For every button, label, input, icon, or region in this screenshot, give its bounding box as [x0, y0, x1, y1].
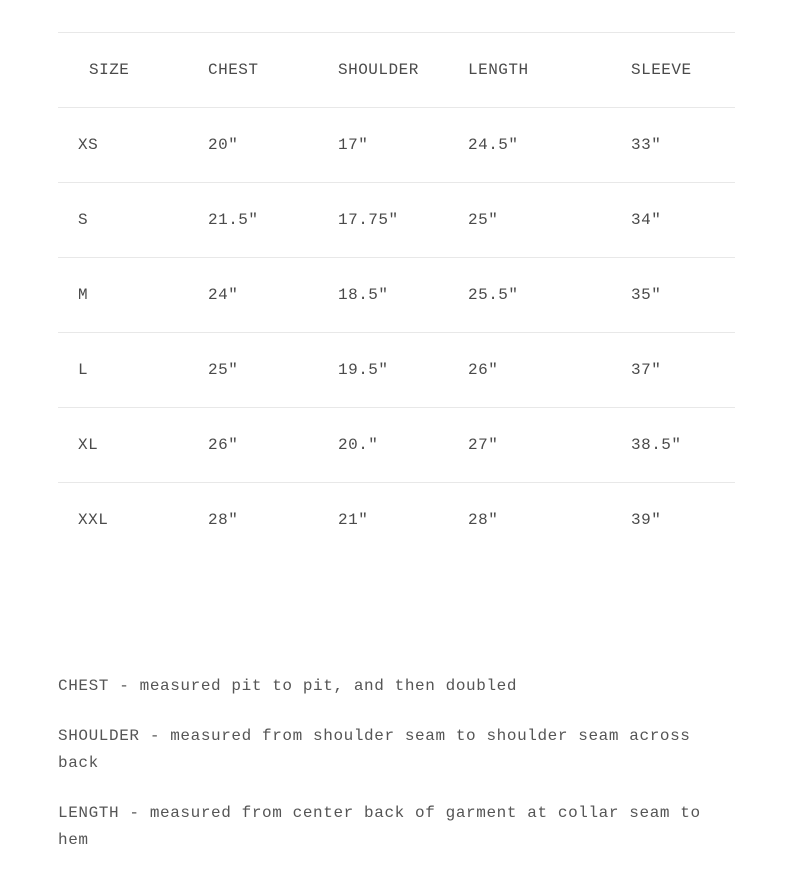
length-cell: 26"	[468, 361, 499, 379]
header-size: SIZE	[89, 61, 130, 79]
sleeve-cell: 35"	[631, 286, 662, 304]
table-row	[58, 258, 735, 333]
header-length: LENGTH	[468, 61, 529, 79]
length-cell: 27"	[468, 436, 499, 454]
length-cell: 24.5"	[468, 136, 519, 154]
sleeve-cell: 34"	[631, 211, 662, 229]
sleeve-cell: 39"	[631, 511, 662, 529]
size-cell: XS	[78, 136, 99, 154]
table-row	[58, 483, 735, 557]
chest-cell: 20"	[208, 136, 239, 154]
size-cell: XL	[78, 436, 99, 454]
sleeve-cell: 37"	[631, 361, 662, 379]
table-header-row	[58, 33, 735, 108]
sleeve-cell: 38.5"	[631, 436, 682, 454]
table-row	[58, 408, 735, 483]
shoulder-cell: 17"	[338, 136, 369, 154]
shoulder-cell: 20."	[338, 436, 379, 454]
chest-cell: 24"	[208, 286, 239, 304]
header-sleeve: SLEEVE	[631, 61, 692, 79]
table-row	[58, 183, 735, 258]
length-cell: 25.5"	[468, 286, 519, 304]
size-chart-table	[58, 32, 735, 557]
chest-cell: 21.5"	[208, 211, 259, 229]
size-cell: S	[78, 211, 89, 229]
sleeve-cell: 33"	[631, 136, 662, 154]
chest-cell: 25"	[208, 361, 239, 379]
size-cell: M	[78, 286, 89, 304]
header-chest: CHEST	[208, 61, 259, 79]
shoulder-cell: 17.75"	[338, 211, 399, 229]
header-shoulder: SHOULDER	[338, 61, 419, 79]
shoulder-note: SHOULDER - measured from shoulder seam to shoulder seam across back	[58, 727, 691, 772]
length-cell: 28"	[468, 511, 499, 529]
chest-cell: 26"	[208, 436, 239, 454]
size-cell: XXL	[78, 511, 109, 529]
size-cell: L	[78, 361, 89, 379]
length-note: LENGTH - measured from center back of garment at collar seam to hem	[58, 804, 701, 849]
shoulder-cell: 18.5"	[338, 286, 389, 304]
shoulder-cell: 21"	[338, 511, 369, 529]
measurement-notes	[58, 673, 738, 877]
table-row	[58, 333, 735, 408]
table-row	[58, 108, 735, 183]
chest-cell: 28"	[208, 511, 239, 529]
chest-note: CHEST - measured pit to pit, and then doubled	[58, 677, 518, 695]
length-cell: 25"	[468, 211, 499, 229]
shoulder-cell: 19.5"	[338, 361, 389, 379]
